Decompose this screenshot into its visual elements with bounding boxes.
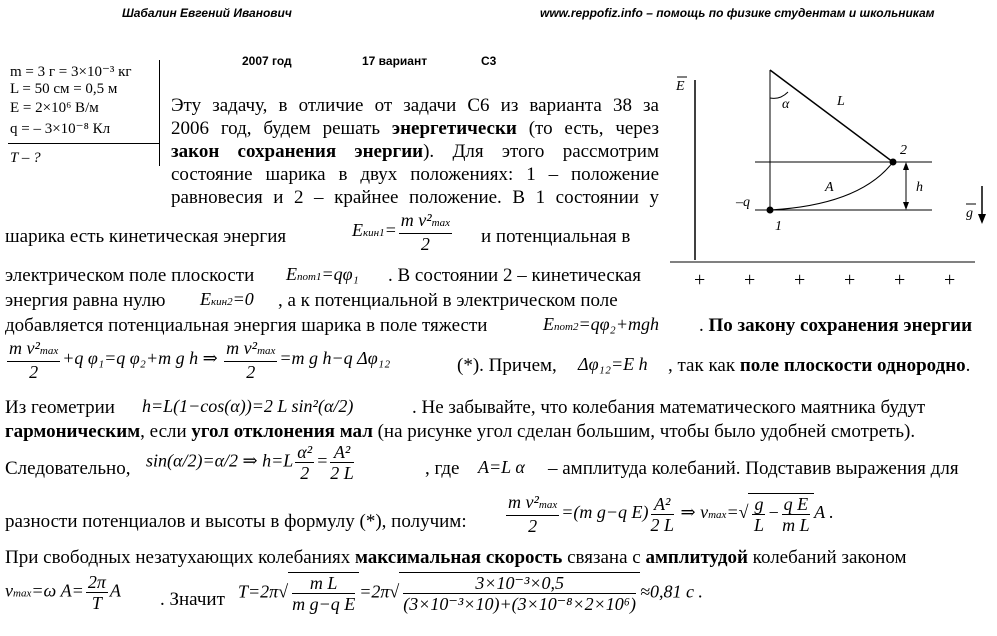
formula-ekin1: Eкин1= $\frac{\text{m v²max}}{2}$ [352, 210, 450, 254]
label-alpha: α [782, 97, 790, 112]
text-line-10b: , так как поле плоскости однородно. [668, 355, 971, 376]
text-line-3: закон сохранения энергии). Для этого рассмотрим [171, 141, 659, 162]
label-1: 1 [775, 219, 782, 234]
text-line-13a: Следовательно, [5, 458, 131, 479]
text-line-7a: электрическом поле плоскости [5, 265, 255, 286]
formula-dphi: Δφ₁₂=E h [578, 354, 648, 374]
text-line-10a: (*). Причем, [457, 355, 557, 376]
given-vline [159, 60, 160, 166]
label-h: h [916, 180, 923, 195]
label-2: 2 [900, 143, 907, 158]
given-L: L = 50 см = 0,5 м [10, 81, 118, 97]
text-line-14a: разности потенциалов и высоты в формулу (*), получим: [5, 511, 467, 532]
header-site: www.reppofiz.info – помощь по физике студентам и школьникам [540, 6, 935, 20]
h-arrow-head-bottom [903, 202, 909, 210]
given-divider [8, 143, 160, 144]
label-L: L [837, 94, 845, 109]
string-line [770, 70, 893, 162]
text-line-12: гармоническим, если угол отклонения мал (на рисунке угол сделан большим, чтобы было удобней смотреть). [5, 421, 916, 442]
given-q: q = – 3×10⁻⁸ Кл [10, 121, 111, 137]
text-line-13c: – амплитуда колебаний. Подставив выражения для [548, 458, 959, 479]
text-line-1: Эту задачу, в отличие от задачи С6 из варианта 38 за [171, 95, 659, 116]
formula-result: $\frac{\text{m v²max}}{2}$ =(m g−q E) $\frac{\text{A²}}{2 L}$ ⇒ vmax=√ $\frac{g}{L}$ − $\frac{\text{q E}}{\text{m L}}$ A . [508, 492, 834, 536]
text-line-11b: . Не забывайте, что колебания математического маятника будут [412, 397, 926, 418]
plus-6: + [944, 269, 956, 291]
text-line-13b: , где [425, 458, 460, 479]
meta-year: 2007 год [242, 54, 292, 68]
text-line-2: 2006 год, будем решать энергетически (то есть, через [171, 118, 659, 139]
text-line-9b: . По закону сохранения энергии [699, 315, 973, 336]
formula-epot2: Eпот2=qφ₂+mgh [543, 314, 659, 334]
h-arrow-head-top [903, 162, 909, 170]
label-A: A [825, 180, 834, 195]
plus-5: + [894, 269, 906, 291]
label-g: g [966, 206, 973, 221]
given-m: m = 3 г = 3×10⁻³ кг [10, 64, 132, 80]
text-line-8b: , а к потенциальной в электрическом поле [278, 290, 618, 311]
formula-period: T=2π√ $\frac{\text{m L}}{\text{m g−q E}}$ =2π√ $\frac{\text{3×10⁻³×0,5}}{\text{(3×10⁻³×10)+(3×10⁻⁸×2×10⁶)}}$ ≈0,81 с . [238, 573, 703, 614]
text-line-5: равновесия и 2 – крайнее положение. В 1 состоянии у [171, 187, 659, 208]
text-line-15: При свободных незатухающих колебаниях максимальная скорость связана с амплитудой колебаний законом [5, 547, 907, 568]
ball-position-1 [767, 207, 774, 214]
given-E: E = 2×10⁶ В/м [10, 100, 99, 116]
formula-ekin2: Eкин2=0 [200, 289, 254, 309]
formula-amplitude: A=L α [478, 457, 525, 477]
header-author: Шабалин Евгений Иванович [122, 6, 292, 20]
text-line-6a: шарика есть кинетическая энергия [5, 226, 287, 247]
formula-geometry: h=L(1−cos(α))=2 L sin²(α/2) [142, 396, 354, 416]
text-line-8a: энергия равна нулю [5, 290, 166, 311]
pendulum-figure [660, 60, 997, 300]
plus-4: + [844, 269, 856, 291]
label-q: –q [736, 195, 750, 210]
text-line-7b: . В состоянии 2 – кинетическая [388, 265, 641, 286]
text-line-9a: добавляется потенциальная энергия шарика в поле тяжести [5, 315, 488, 336]
text-line-16a: . Значит [160, 589, 225, 610]
meta-task: С3 [481, 54, 497, 68]
text-line-11a: Из геометрии [5, 397, 115, 418]
given-find: T – ? [10, 150, 41, 166]
formula-conservation: $\frac{\text{m v²max}}{2}$ +q φ₁=q φ₂+m g h ⇒ $\frac{\text{m v²max}}{2}$ =m g h−q Δφ₁₂ [9, 338, 391, 382]
g-arrow-head [978, 214, 986, 224]
meta-variant: 17 вариант [362, 54, 428, 68]
plus-3: + [794, 269, 806, 291]
text-line-6b: и потенциальная в [481, 226, 631, 247]
ball-position-2 [890, 159, 897, 166]
formula-vmax-omega: vmax=ω A= $\frac{2\pi}{T}$ A [5, 572, 121, 613]
formula-epot1: Eпот1=qφ₁ [286, 264, 359, 284]
label-E: E [676, 79, 685, 94]
formula-small-angle: sin(α/2)=α/2 ⇒ h=L $\frac{\text{α²}}{2}$ = $\frac{\text{A²}}{2 L}$ [146, 442, 354, 483]
text-line-4: состояние шарика в двух положениях: 1 – положение [171, 164, 659, 185]
plus-1: + [694, 269, 706, 291]
plus-2: + [744, 269, 756, 291]
